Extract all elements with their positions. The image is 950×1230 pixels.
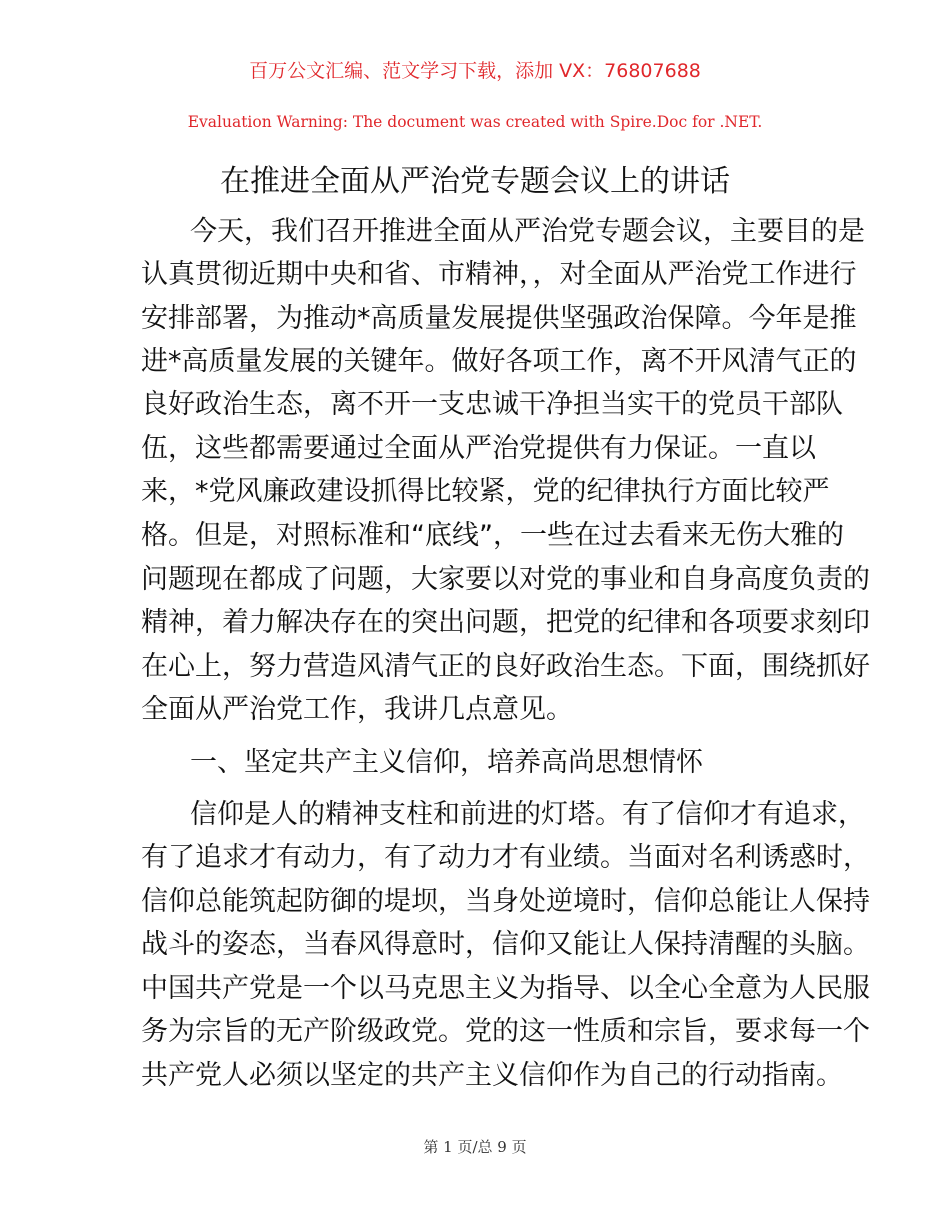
paragraph-line: 来，*党风廉政建设抓得比较紧，党的纪律执行方面比较严 xyxy=(141,476,830,507)
evaluation-warning: Evaluation Warning: The document was created with Spire.Doc for .NET. xyxy=(187,113,763,131)
paragraph-line: 问题现在都成了问题，大家要以对党的事业和自身高度负责的 xyxy=(141,564,870,595)
promo-banner: 百万公文汇编、范文学习下载，添加 VX：76807688 xyxy=(249,60,701,82)
paragraph-line: 全面从严治党工作，我讲几点意见。 xyxy=(141,694,573,725)
page-indicator: 第 1 页/总 9 页 xyxy=(423,1138,527,1156)
paragraph-line: 务为宗旨的无产阶级政党。党的这一性质和宗旨，要求每一个 xyxy=(141,1016,870,1047)
paragraph-line: 今天，我们召开推进全面从严治党专题会议，主要目的是 xyxy=(190,216,865,247)
paragraph-line: 在心上，努力营造风清气正的良好政治生态。下面，围绕抓好 xyxy=(141,651,870,682)
paragraph-line: 信仰是人的精神支柱和前进的灯塔。有了信仰才有追求， xyxy=(190,799,865,830)
paragraph-line: 认真贯彻近期中央和省、市精神，，对全面从严治党工作进行 xyxy=(141,259,857,290)
document-title: 在推进全面从严治党专题会议上的讲话 xyxy=(220,164,730,199)
section-heading: 一、坚定共产主义信仰，培养高尚思想情怀 xyxy=(190,747,703,778)
paragraph-line: 共产党人必须以坚定的共产主义信仰作为自己的行动指南。 xyxy=(141,1060,843,1091)
paragraph-line: 信仰总能筑起防御的堤坝，当身处逆境时，信仰总能让人保持 xyxy=(141,886,870,917)
paragraph-line: 格。但是，对照标准和“底线”，一些在过去看来无伤大雅的 xyxy=(141,520,844,551)
paragraph-line: 良好政治生态，离不开一支忠诚干净担当实干的党员干部队 xyxy=(141,389,843,420)
paragraph-line: 伍，这些都需要通过全面从严治党提供有力保证。一直以 xyxy=(141,433,816,464)
paragraph-line: 安排部署，为推动*高质量发展提供坚强政治保障。今年是推 xyxy=(141,303,857,334)
paragraph-line: 有了追求才有动力，有了动力才有业绩。当面对名利诱惑时， xyxy=(141,842,870,873)
paragraph-line: 中国共产党是一个以马克思主义为指导、以全心全意为人民服 xyxy=(141,973,870,1004)
paragraph-line: 精神，着力解决存在的突出问题，把党的纪律和各项要求刻印 xyxy=(141,607,870,638)
paragraph-line: 进*高质量发展的关键年。做好各项工作，离不开风清气正的 xyxy=(141,346,857,377)
paragraph-line: 战斗的姿态，当春风得意时，信仰又能让人保持清醒的头脑。 xyxy=(141,929,870,960)
